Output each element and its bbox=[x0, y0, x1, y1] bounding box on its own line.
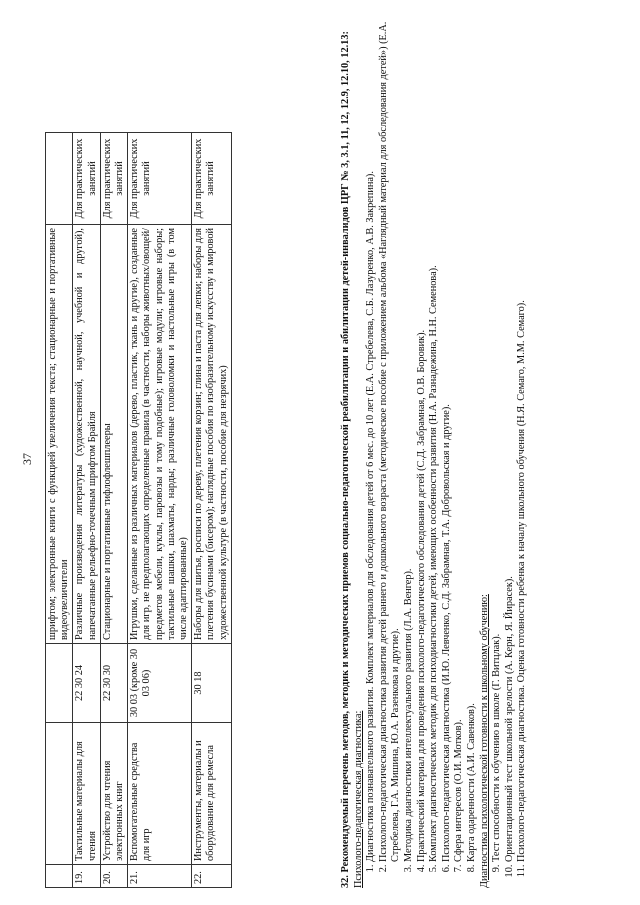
row-name: Устройство для чтения электронных книг bbox=[100, 723, 127, 865]
row-purpose: Для практических занятий bbox=[73, 133, 100, 225]
list-item: 11. Психолого-педагогическая диагностика. Оценка готовности ребенка к началу школьного обучения (Н.Я. Семаго, М.М. Семаго). bbox=[516, 8, 529, 862]
equipment-table bbox=[45, 132, 232, 888]
table-row bbox=[192, 133, 232, 888]
list-item: 3. Методика диагностики интеллектуального развития (Л.А. Венгер). bbox=[403, 8, 416, 862]
row-name: Тактильные материалы для чтения bbox=[73, 723, 100, 865]
list-item: 10. Ориентационный тест школьной зрелости (А. Керн, Я. Йирасек). bbox=[504, 8, 517, 862]
row-purpose bbox=[46, 133, 73, 225]
row-code: 30 18 bbox=[192, 644, 232, 723]
table-row bbox=[46, 133, 73, 888]
list-item: 8. Карта одаренности (А.И. Савенков). bbox=[466, 8, 479, 862]
list-item: 1. Диагностика познавательного развития. Комплект материалов для обследования детей от 6 мес. до 10 лет (Е.А. Стребелева, С.Б. Лазуренко, А.В. Закрепина). bbox=[365, 8, 378, 862]
row-name: Инструменты, материалы и оборудование для ремесла bbox=[192, 723, 232, 865]
list-item: 2. Психолого-педагогическая диагностика развития детей раннего и дошкольного возраста (методическое пособие с приложением альбома «Наглядный материал для обследования детей») (Е.А. Стребелева, Г.А. Мишина, Ю.А. Разенкова и другие). bbox=[378, 8, 403, 862]
row-name: Вспомогательные средства для игр bbox=[128, 723, 192, 865]
row-description: Наборы для шитья, росписи по дереву, плетения корзин; глина и паста для лепки; наборы для плетения бусинами (бисером); наглядные пособия по изобразительному искусству и мировой художественной культуре (в частности, пособие для незрячих) bbox=[192, 225, 232, 644]
methods-section bbox=[340, 8, 529, 888]
diagnostics-list bbox=[365, 8, 478, 888]
list-item: 5. Комплект диагностических методик для психодиагностики детей, имеющих особенности развития (Н.А. Разнадежина, Н.Н. Семенова). bbox=[428, 8, 441, 862]
school-readiness-list bbox=[491, 8, 529, 888]
table-row bbox=[73, 133, 100, 888]
section-subheading: Психолого-педагогическая диагностика: bbox=[352, 710, 364, 888]
row-purpose: Для практических занятий bbox=[100, 133, 127, 225]
section-subheading-2: Диагностика психологической готовности к школьному обучению: bbox=[478, 594, 490, 888]
row-number: 22. bbox=[192, 865, 232, 888]
list-item: 7. Сфера интересов (О.И. Мотков). bbox=[453, 8, 466, 862]
page-number: 37 bbox=[20, 453, 34, 465]
list-item: 6. Психолого-педагогическая диагностика (И.Ю. Левченко, С.Д. Забрамная, Т.А. Добровольская и другие). bbox=[441, 8, 454, 862]
row-code: 30 03 (кроме 30 03 06) bbox=[128, 644, 192, 723]
row-description: Игрушки, сделанные из различных материалов (дерево, пластик, ткань и другие), созданные для игр, не предполагающих определенные правила (в частности, наборы животных/овощей/предметов мебели, куклы, паровозы и тому подобные); игровые модули; игровые наборы; тактильные шашки, шахматы, нарды; различные головоломки и настольные игры (в том числе адаптированные) bbox=[128, 225, 192, 644]
row-number: 20. bbox=[100, 865, 127, 888]
row-number bbox=[46, 865, 73, 888]
row-description: шрифтом; электронные книги с функцией увеличения текста; стационарные и портативные видеоувеличители bbox=[46, 225, 73, 644]
row-description: Различные произведения литературы (художественной, научной, учебной и другой), напечатанные рельефно-точечным шрифтом Брайля bbox=[73, 225, 100, 644]
list-item: 9. Тест способности к обучению в школе (Г. Витцлак). bbox=[491, 8, 504, 862]
row-number: 21. bbox=[128, 865, 192, 888]
list-item: 4. Практический материал для проведения психолого-педагогического обследования детей (С.Д. Забрамная, О.В. Боровик). bbox=[416, 8, 429, 862]
row-purpose: Для практических занятий bbox=[192, 133, 232, 225]
section-heading: 32. Рекомендуемый перечень методов, методик и методических приемов социально-педагогической реабилитации и абилитации детей-инвалидов ЦРГ № 3, 3.1, 11, 12, 12.9, 12.10, 12.13: bbox=[340, 31, 351, 888]
row-purpose: Для практических занятий bbox=[128, 133, 192, 225]
table-row bbox=[100, 133, 127, 888]
row-code bbox=[46, 644, 73, 723]
row-name bbox=[46, 723, 73, 865]
row-description: Стационарные и портативные тифлофлешплееры bbox=[100, 225, 127, 644]
table-row bbox=[128, 133, 192, 888]
row-code: 22 30 24 bbox=[73, 644, 100, 723]
row-code: 22 30 30 bbox=[100, 644, 127, 723]
row-number: 19. bbox=[73, 865, 100, 888]
